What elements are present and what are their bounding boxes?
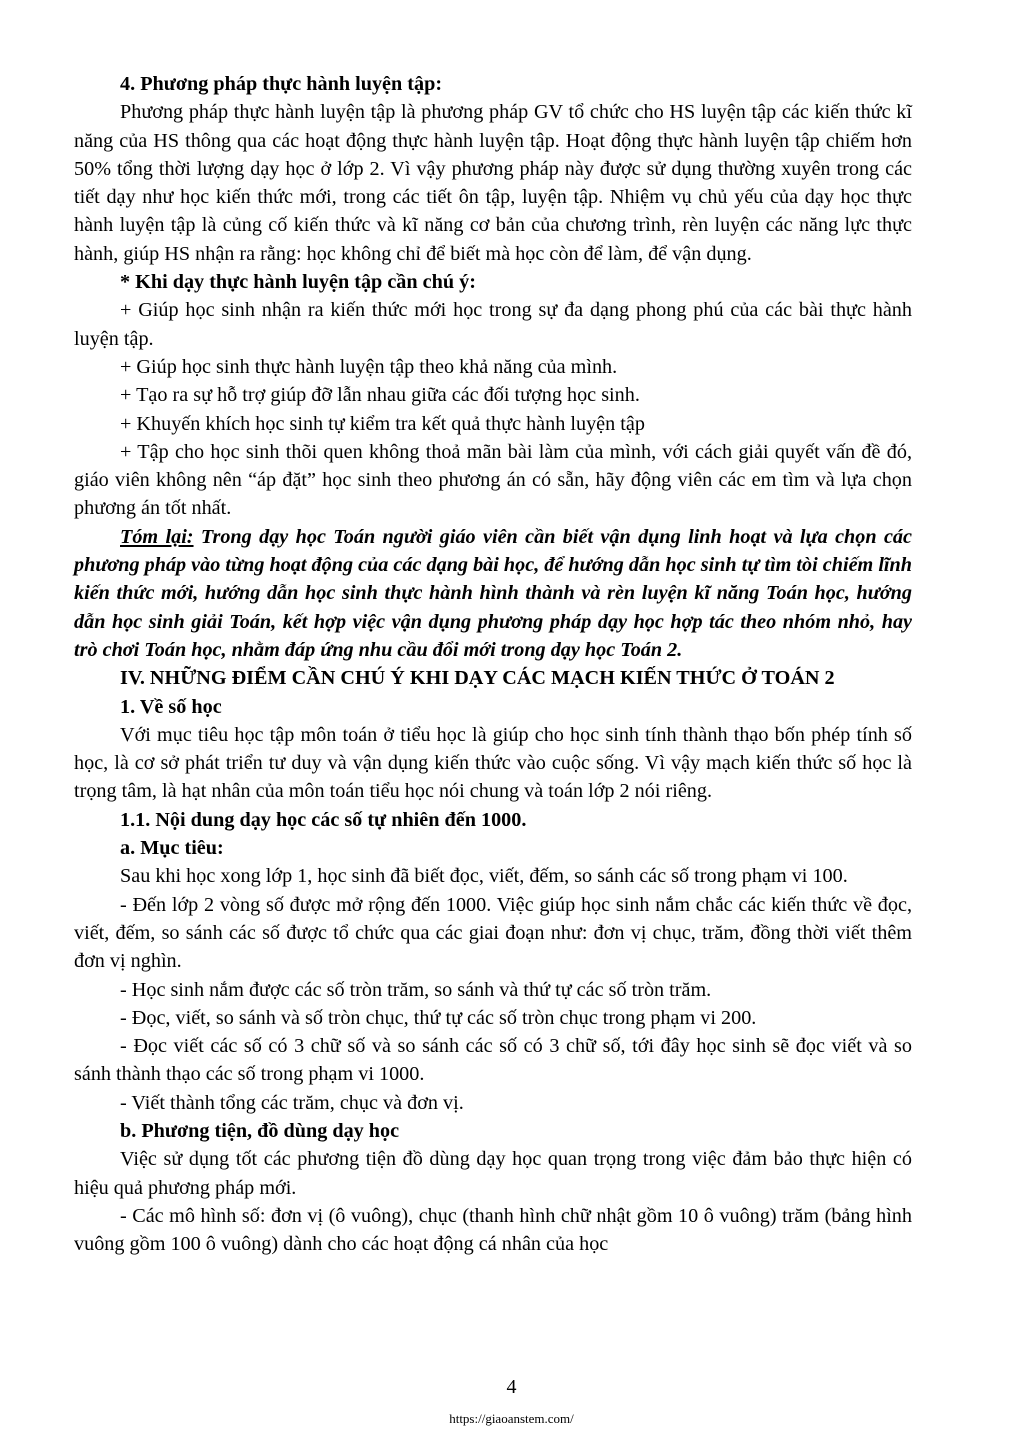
- b-item: - Các mô hình số: đơn vị (ô vuông), chục (thanh hình chữ nhật gồm 10 ô vuông) trăm (bảng hình vuông gồm 100 ô vuông) dành cho các hoạt động cá nhân của học: [74, 1204, 912, 1256]
- paragraph-section-4: Phương pháp thực hành luyện tập là phương pháp GV tổ chức cho HS luyện tập các kiến thức kĩ năng của HS thông qua các hoạt động thực hành luyện tập. Hoạt động thực hành luyện tập chiếm hơn 50% tổng thời lượng dạy học ở lớp 2. Vì vậy phương pháp này được sử dụng thường xuyên trong các tiết dạy như học kiến thức mới, trong các tiết ôn tập, luyện tập. Nhiệm vụ chủ yếu của dạy học thực hành luyện tập là củng cố kiến thức và kĩ năng cơ bản của chương trình, rèn luyện các năng lực thực hành, giúp HS nhận ra rằng: học không chỉ để biết mà học còn để làm, để vận dụng.: [74, 101, 912, 265]
- a-item: - Viết thành tổng các trăm, chục và đơn vị.: [120, 1091, 464, 1114]
- note-item: + Tập cho học sinh thõi quen không thoả mãn bài làm của mình, với cách giải quyết vấn đề đó, giáo viên không nên “áp đặt” học sinh theo phương án có sẵn, hãy động viên các em tìm và lựa chọn phương án tốt nhất.: [74, 440, 912, 520]
- a-item: - Đọc, viết, so sánh và số tròn chục, thứ tự các số tròn chục trong phạm vi 200.: [120, 1006, 757, 1029]
- a-item: - Đến lớp 2 vòng số được mở rộng đến 1000. Việc giúp học sinh nắm chắc các kiến thức về đọc, viết, đếm, so sánh các số được tổ chức qua các giai đoạn như: đơn vị chục, trăm, đồng thời viết thêm đơn vị nghìn.: [74, 893, 912, 973]
- summary-text: Trong dạy học Toán người giáo viên cần biết vận dụng linh hoạt và lựa chọn các phương pháp vào từng hoạt động của các dạng bài học, để hướng dẫn học sinh tự tìm tòi chiếm lĩnh kiến thức mới, hướng dẫn học sinh thực hành hình thành và rèn luyện kĩ năng Toán học, hướng dẫn học sinh giải Toán, kết hợp việc vận dụng phương pháp dạy học hợp tác theo nhóm nhỏ, hay trò chơi Toán học, nhằm đáp ứng nhu cầu đổi mới trong dạy học Toán 2.: [74, 525, 912, 661]
- note-item: + Giúp học sinh nhận ra kiến thức mới học trong sự đa dạng phong phú của các bài thực hành luyện tập.: [74, 299, 912, 350]
- b-item: Việc sử dụng tốt các phương tiện đồ dùng dạy học quan trọng trong việc đảm bảo thực hiện có hiệu quả phương pháp mới.: [74, 1148, 912, 1199]
- summary-label: Tóm lại:: [120, 525, 194, 548]
- note-item: + Giúp học sinh thực hành luyện tập theo khả năng của mình.: [120, 355, 618, 378]
- summary-paragraph: [74, 523, 912, 664]
- heading-b: b. Phương tiện, đồ dùng dạy học: [120, 1119, 400, 1142]
- a-item: - Học sinh nắm được các số tròn trăm, so sánh và thứ tự các số tròn trăm.: [120, 978, 712, 1001]
- heading-section-1: 1. Về số học: [120, 695, 222, 718]
- heading-section-iv: IV. NHỮNG ĐIỂM CẦN CHÚ Ý KHI DẠY CÁC MẠCH KIẾN THỨC Ở TOÁN 2: [120, 667, 835, 690]
- paragraph-section-1: Với mục tiêu học tập môn toán ở tiểu học là giúp cho học sinh tính thành thạo bốn phép tính số học, là cơ sở phát triển tư duy và vận dụng kiến thức vào cuộc sống. Vì vậy mạch kiến thức số học là trọng tâm, là hạt nhân của môn toán tiểu học nói chung và toán lớp 2 nói riêng.: [74, 723, 912, 803]
- note-item: + Tạo ra sự hỗ trợ giúp đỡ lẫn nhau giữa các đối tượng học sinh.: [120, 384, 640, 407]
- a-item: - Đọc viết các số có 3 chữ số và so sánh các số có 3 chữ số, tới đây học sinh sẽ đọc viết và so sánh thành thạo các số trong phạm vi 1000.: [74, 1035, 912, 1086]
- footer-url[interactable]: https://giaoanstem.com/: [449, 1411, 574, 1426]
- heading-a: a. Mục tiêu:: [120, 837, 224, 860]
- heading-notes: * Khi dạy thực hành luyện tập cần chú ý:: [120, 271, 476, 294]
- a-item: Sau khi học xong lớp 1, học sinh đã biết đọc, viết, đếm, so sánh các số trong phạm vi 100.: [120, 865, 848, 888]
- page-number: 4: [506, 1376, 517, 1398]
- note-item: + Khuyến khích học sinh tự kiểm tra kết quả thực hành luyện tập: [120, 412, 645, 435]
- document-page: [74, 70, 912, 1258]
- heading-section-4: 4. Phương pháp thực hành luyện tập:: [120, 73, 443, 95]
- heading-section-1-1: 1.1. Nội dung dạy học các số tự nhiên đến 1000.: [120, 808, 527, 831]
